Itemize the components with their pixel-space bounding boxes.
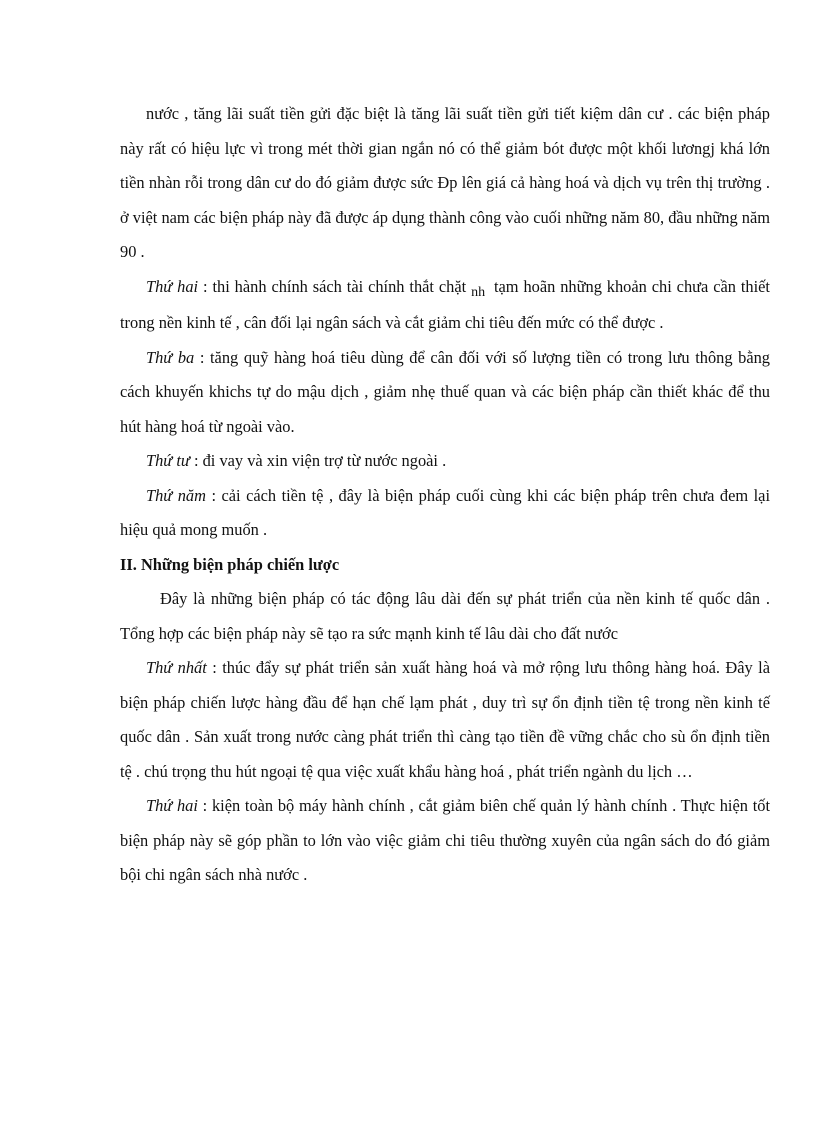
paragraph-lead: Thứ hai — [146, 796, 198, 815]
paragraph-second-strategy — [120, 789, 770, 893]
paragraph-strategic-intro — [120, 582, 770, 651]
paragraph-text: : tăng quỹ hàng hoá tiêu dùng để cân đối với số lượng tiền có trong lưu thông bằng cách khuyến khichs tự do mậu dịch , giảm nhẹ thuế quan và các biện pháp cần thiết khác để thu hút hàng hoá từ ngoài vào. — [120, 347, 770, 436]
paragraph-second-measure — [120, 270, 770, 341]
paragraph-interest-rates — [120, 97, 770, 270]
paragraph-text: : thi hành chính sách tài chính thắt chặt — [198, 276, 472, 296]
paragraph-lead: Thứ tư — [146, 451, 190, 470]
paragraph-text: : kiện toàn bộ máy hành chính , cắt giảm biên chế quản lý hành chính . Thực hiện tốt biện pháp này sẽ góp phần to lớn vào việc giảm chi tiêu thường xuyên của ngân sách do đó giảm bội chi ngân sách nhà nước . — [120, 796, 770, 884]
paragraph-fourth-measure — [120, 444, 770, 479]
paragraph-text: nước , tăng lãi suất tiền gửi đặc biệt là tăng lãi suất tiền gửi tiết kiệm dân cư . các biện pháp này rất có hiệu lực vì trong mét thời gian ngắn nó có thể giảm bót được một khối lươngj khá lớn tiền nhàn rỗi trong dân cư do đó giảm được sức Ðp lên giá cả hàng hoá và dịch vụ trên thị trường . ở việt nam các biện pháp này đã được áp dụng thành công vào cuối những năm 80, đầu những năm 90 . — [120, 104, 770, 261]
paragraph-text: : đi vay và xin viện trợ từ nước ngoài . — [189, 451, 447, 470]
section-heading: II. Những biện pháp chiến lược — [120, 554, 340, 574]
subscript-text: nh — [471, 284, 486, 300]
paragraph-text: : thúc đẩy sự phát triển sản xuất hàng hoá và mở rộng lưu thông hàng hoá. Đây là biện pháp chiến lược hàng đầu để hạn chế lạm phát , duy trì sự ổn định tiền tệ trong nền kinh tế quốc dân . Sản xuất trong nước càng phát triển thì càng tạo tiền đề vững chắc cho sù ổn định tiền tệ . chú trọng thu hút ngoại tệ qua việc xuất khẩu hàng hoá , phát triển ngành du lịch … — [120, 658, 770, 781]
paragraph-text: Đây là những biện pháp có tác động lâu dài đến sự phát triển của nền kinh tế quốc dân . Tổng hợp các biện pháp này sẽ tạo ra sức mạnh kinh tế lâu dài cho đất nước — [120, 589, 770, 643]
paragraph-fifth-measure — [120, 479, 770, 548]
document-page — [120, 97, 771, 893]
paragraph-lead: Thứ nhất — [146, 658, 207, 677]
paragraph-third-measure — [120, 341, 770, 445]
paragraph-text: tạm hoãn những khoản chi chưa cần thiết trong nền kinh tế , cân đối lại ngân sách và cắt giảm chi tiêu đến mức có thể được . — [120, 276, 770, 332]
paragraph-text: : cải cách tiền tệ , đây là biện pháp cuối cùng khi các biện pháp trên chưa đem lại hiệu quả mong muốn . — [120, 485, 771, 539]
paragraph-lead: Thứ ba — [146, 347, 195, 367]
paragraph-lead: Thứ hai — [146, 276, 199, 296]
paragraph-lead: Thứ năm — [146, 485, 206, 505]
paragraph-first-strategy — [120, 651, 770, 789]
